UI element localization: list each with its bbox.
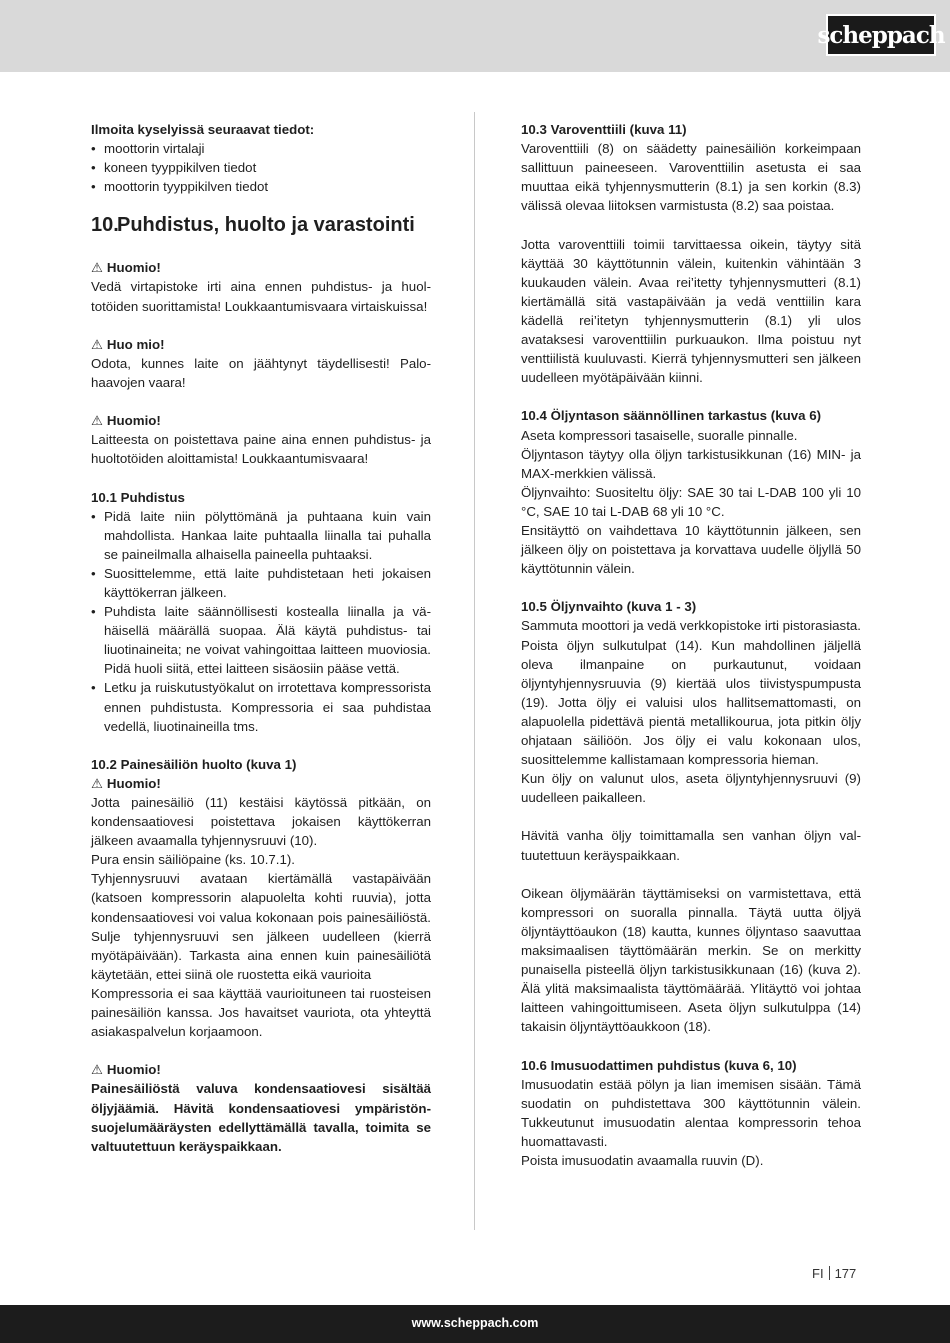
page-number bbox=[812, 1266, 856, 1281]
paragraph: Kun öljy on valunut ulos, aseta öljyntyhjennysruuvi (9) uudelleen paikalleen. bbox=[521, 771, 861, 806]
warning-title: ⚠ Huo mio! bbox=[91, 335, 431, 354]
warning-triangle-icon: ⚠ bbox=[91, 775, 103, 791]
warning-triangle-icon: ⚠ bbox=[91, 413, 103, 429]
section-heading bbox=[91, 213, 431, 237]
subsection-title: 10.2 Painesäiliön huolto (kuva 1) bbox=[91, 756, 297, 772]
brand-logo: scheppach bbox=[826, 14, 936, 56]
paragraph: Kompressoria ei saa käyttää vaurioituneen tai ruosteisen painesäiliön kanssa. Jos havaitset vauriota, ota yhteyttä asiakaspalvelun korjaamoon. bbox=[91, 985, 431, 1040]
page-number-separator bbox=[829, 1266, 830, 1280]
paragraph: Pura ensin säiliöpaine (ks. 10.7.1). bbox=[91, 852, 295, 868]
subsection-title: 10.6 Imusuodattimen puhdistus (kuva 6, 10) bbox=[521, 1057, 797, 1073]
paragraph: Poista imusuodatin avaamalla ruuvin (D). bbox=[521, 1153, 764, 1169]
page-number-value: 177 bbox=[834, 1266, 857, 1281]
section-title: Puhdistus, huolto ja varastointi bbox=[117, 214, 415, 237]
list-item: • moottorin virtalaji bbox=[91, 139, 431, 158]
list-item: • Pidä laite niin pölyttömänä ja puhtaana kuin vain mahdollista. Hankaa laite puhtaalla liinalla tai puhalla se paineilmalla alhaisella paineella puhtaaksi. bbox=[91, 507, 431, 564]
cleaning-list bbox=[91, 507, 431, 736]
warning-triangle-icon: ⚠ bbox=[91, 336, 103, 352]
list-item: • Suosittelemme, että laite puhdistetaan heti jokaisen käyttökerran jälkeen. bbox=[91, 564, 431, 602]
paragraph: Tyhjennysruuvi avataan kiertämällä vastapäivään (katsoen kompressorin alapuolelta kohti ruuvia), jotta kondensaatiovesi voi valua kokonaan pois painesäiliöstä. Sulje tyhjennysruuvi sen jälkeen uudelleen (kierrä myötäpäivään). Tarkasta aina ennen kuin painesäiliötä käytetään, ettei siinä ole ruostetta eikä vaurioita bbox=[91, 871, 431, 982]
list-item: • Puhdista laite säännöllisesti kostealla liinalla ja vähäisellä määrällä suopaa. Älä käytä puhdistus- tai liuotinaineita; ne voivat vahingoittaa laitteen muoviosia. Pidä huoli siitä, ettei laitteen sisäosiin pääse vettä. bbox=[91, 602, 431, 678]
paragraph: Aseta kompressori tasaiselle, suoralle pinnalle. bbox=[521, 427, 798, 443]
column-divider bbox=[474, 112, 475, 1230]
warning-title: ⚠ Huomio! bbox=[91, 411, 431, 430]
paragraph: Öljyntason täytyy olla öljyn tarkistusikkunan (16) MIN- ja MAX-merkkien välissä. bbox=[521, 446, 861, 481]
warning-text: Painesäiliöstä valuva kondensaatiovesi sisältää öljyjäämiä. Hävitä kondensaatiovesi ympäristönsuojelumääräysten edellyttämällä tavalla, toimita se valtuutettuun keräyspaikkaan. bbox=[91, 1081, 431, 1154]
footer-bar bbox=[0, 1305, 950, 1343]
subsection-title: 10.5 Öljynvaihto (kuva 1 - 3) bbox=[521, 599, 697, 615]
warning-triangle-icon: ⚠ bbox=[91, 1062, 103, 1078]
subsection-title: 10.3 Varoventtiili (kuva 11) bbox=[521, 122, 687, 137]
paragraph: Jotta varoventtiili toimii tarvittaessa oikein, täytyy sitä käyttää 30 käyttötunnin välein, kuitenkin vähintään 3 kuukauden välein. Avaa rei’itetty tyhjennysmutteri (8.1) kiertämällä sitä vastapäivään ja vedä venttiilin kara kädellä rei’itetyn tyhjennysmutterin (8.1) yli ulos avataksesi varoventtiilin purkuaukon. Ilma poistuu nyt venttiilistä kuuluvasti. Kierrä tyhjennysmutteri sen jälkeen uudelleen myötäpäivään kiinni. bbox=[521, 236, 861, 386]
paragraph: Imusuodatin estää pölyn ja lian imemisen sisään. Tämä suodatin on puhdistettava 300 käyttötunnin välein. Tukkeutunut imusuodatin alentaa kompressorin tehoa huomattavasti. bbox=[521, 1076, 861, 1149]
warning-text: Vedä virtapistoke irti aina ennen puhdistus- ja huoltotöiden suorittamista! Loukkaantumisvaara virtaiskuissa! bbox=[91, 279, 431, 314]
warning-text: Odota, kunnes laite on jäähtynyt täydellisesti! Palohaavojen vaara! bbox=[91, 355, 431, 390]
paragraph: Jotta painesäiliö (11) kestäisi käytössä pitkään, on kondensaatiovesi poistettava jokaisen käyttökerran jälkeen avaamalla tyhjennysruuvi (10). bbox=[91, 795, 431, 849]
paragraph: Ensitäyttö on vaihdettava 10 käyttötunnin jälkeen, sen jälkeen öljy on poistettava ja korvattava uudelle öljyllä 50 käyttötunnin välein. bbox=[521, 522, 861, 577]
right-column bbox=[521, 120, 861, 1170]
warning-title: ⚠ Huomio! bbox=[91, 1060, 431, 1079]
header-bar bbox=[0, 0, 950, 72]
paragraph: Sammuta moottori ja vedä verkkopistoke irti pistorasiasta. Poista öljyn sulkutulpat (14). Kun mahdollinen jäljellä oleva ilmanpaine on purkautunut, voidaan öljyntyhjennysruuvia (9) kiertää ulos tiivistyspumpusta (19). Jotta öljy ei valuisi ulos hallitsemattomasti, on alapuolella pidettävä pientä metallikourua, jota pitkin öljy ohjataan säiliöön. Jos öljy ei valu kokonaan ulos, suosittelemme kallistamaan kompressoria hieman. bbox=[521, 618, 861, 768]
subsection-title: 10.1 Puhdistus bbox=[91, 489, 185, 505]
paragraph: Oikean öljymäärän täyttämiseksi on varmistettava, että kompressori on suoralla pinnalla. Täytä uutta öljyä öljyntäyttöaukon (18) kautta, kunnes öljyntaso saavuttaa maksimaalisen täyttömäärän merkin. Se on merkitty punaisella pisteellä öljyn tarkistusikkunaan (16) (kuva 2). Älä ylitä maksimaalista täyttömäärää. Ylitäyttö voi johtaa laitteen vahingoittumiseen. Aseta öljyn sulkutulppa (14) takaisin öljyntäyttöaukkoon (18). bbox=[521, 885, 861, 1035]
language-code: FI bbox=[812, 1266, 824, 1281]
subsection-title: 10.4 Öljyntason säännöllinen tarkastus (kuva 6) bbox=[521, 408, 822, 424]
footer-url: www.scheppach.com bbox=[411, 1316, 539, 1330]
intro-list bbox=[91, 139, 431, 196]
list-item: • koneen tyyppikilven tiedot bbox=[91, 158, 431, 177]
intro-heading: Ilmoita kyselyissä seuraavat tiedot: bbox=[91, 122, 315, 137]
paragraph: Varoventtiili (8) on säädetty painesäiliön korkeimpaan sallittuun paineeseen. Varoventtiilin asetusta ei saa muuttaa eikä tyhjennysmutterin (8.1) ja sen korkin (8.3) välissä olevaa liitoksen varmistusta (8.2) saa poistaa. bbox=[521, 141, 861, 214]
warning-triangle-icon: ⚠ bbox=[91, 260, 103, 276]
warning-text: Laitteesta on poistettava paine aina ennen puhdistus- ja huoltotöiden aloittamista! Loukkaantumisvaara! bbox=[91, 432, 431, 467]
paragraph: Hävitä vanha öljy toimittamalla sen vanhan öljyn valtuutettuun keräyspaikkaan. bbox=[521, 828, 861, 863]
list-item: • moottorin tyyppikilven tiedot bbox=[91, 177, 431, 196]
paragraph: Öljynvaihto: Suositeltu öljy: SAE 30 tai L-DAB 100 yli 10 °C, SAE 10 tai L-DAB 68 yli 10 °C. bbox=[521, 484, 861, 519]
warning-title: ⚠ Huomio! bbox=[91, 774, 431, 793]
list-item: • Letku ja ruiskutustyökalut on irrotettava kompressorista ennen puhdistusta. Kompressoria ei saa puhdistaa vedellä, liuotinaineilla tms. bbox=[91, 678, 431, 735]
warning-title: ⚠ Huomio! bbox=[91, 258, 431, 277]
left-column bbox=[91, 120, 431, 1156]
section-number: 10. bbox=[91, 214, 119, 237]
